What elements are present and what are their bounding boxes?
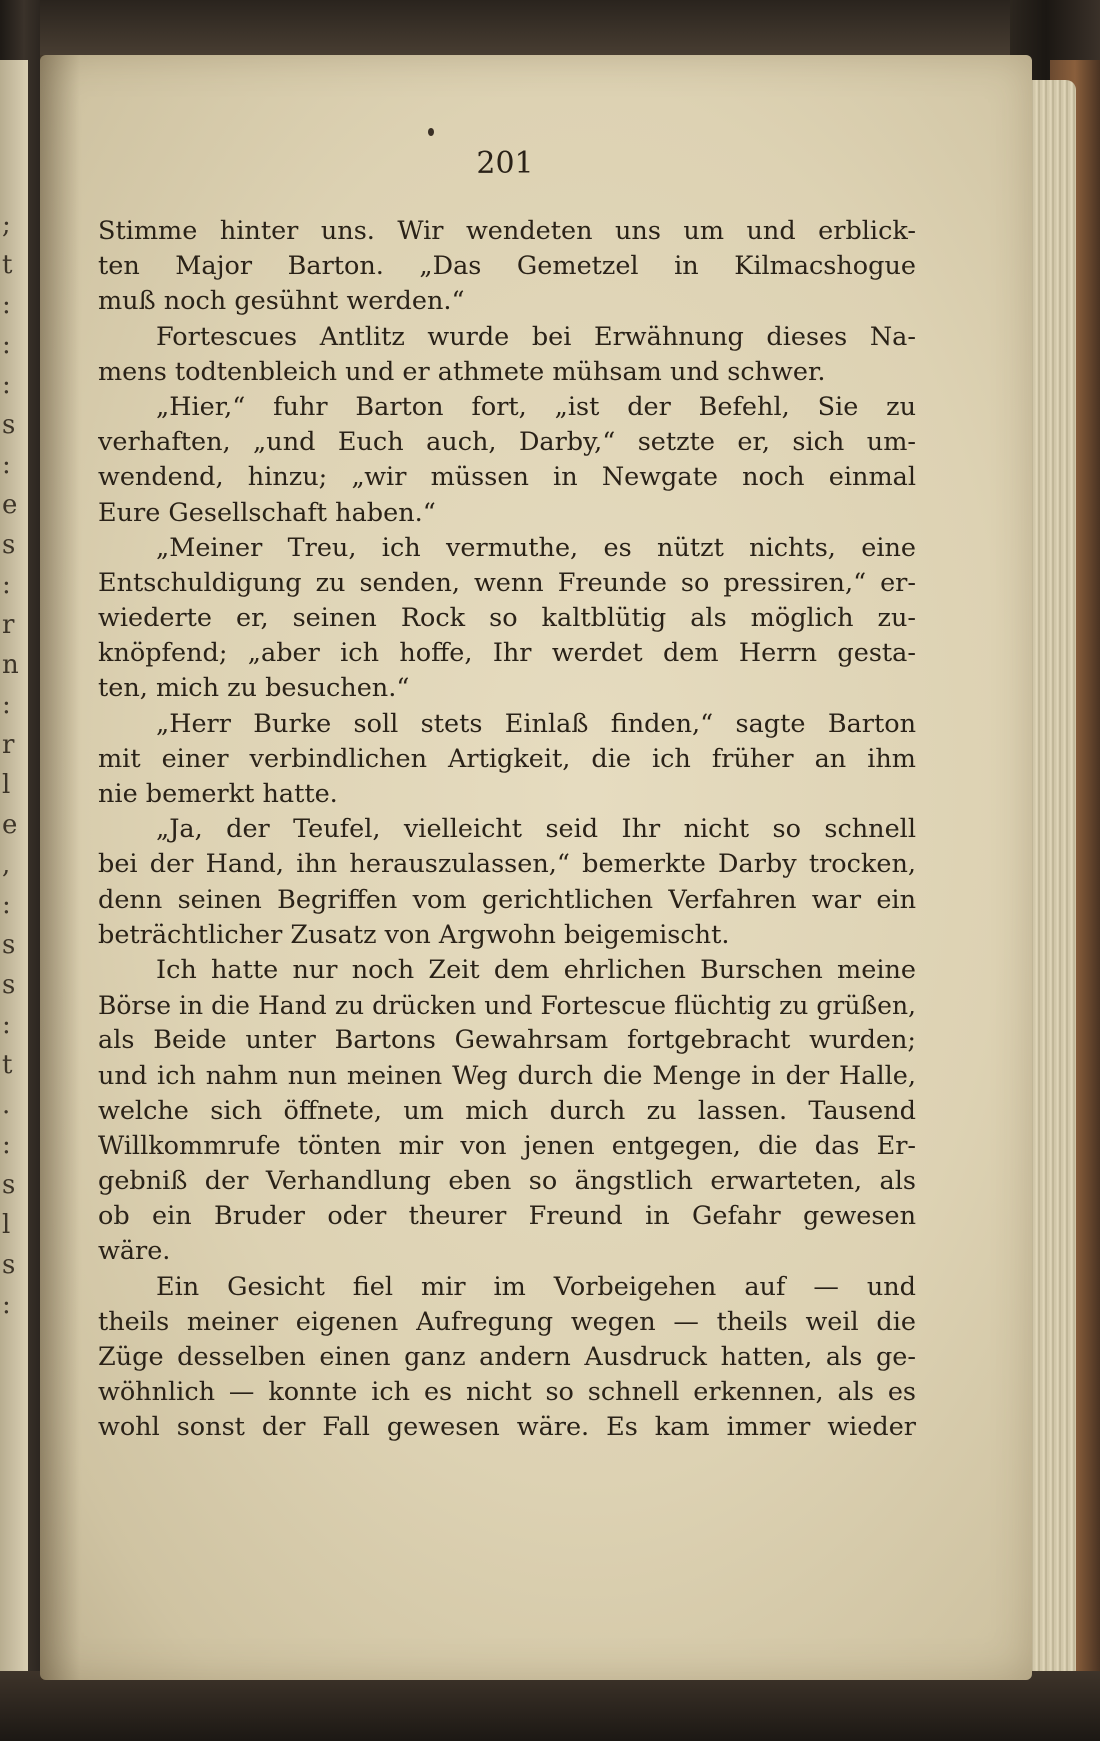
prev-page-mark: t — [2, 250, 13, 280]
text-line: Ein Gesicht fiel mir im Vorbeigehen auf — und — [156, 1271, 916, 1302]
text-line: beträchtlicher Zusatz von Argwohn beigemischt. — [98, 919, 730, 950]
text-line: Willkommrufe tönten mir von jenen entgegen, die das Er- — [98, 1130, 916, 1161]
prev-page-mark: n — [2, 650, 19, 680]
text-line: verhaften, „und Euch auch, Darby,“ setzte er, sich um- — [98, 427, 916, 458]
prev-page-mark: , — [2, 850, 11, 880]
page-number: 201 — [476, 146, 534, 181]
prev-page-mark: : — [2, 290, 11, 320]
text-line: theils meiner eigenen Aufregung wegen — theils weil die — [98, 1306, 916, 1337]
prev-page-mark: r — [2, 730, 15, 760]
gutter-shadow — [40, 55, 80, 1680]
prev-page-mark: r — [2, 610, 15, 640]
text-line: Fortescues Antlitz wurde bei Erwähnung dieses Na- — [156, 321, 916, 352]
text-line: ten, mich zu besuchen.“ — [98, 673, 410, 704]
text-line: Eure Gesellschaft haben.“ — [98, 497, 436, 528]
prev-page-mark: s — [2, 530, 16, 560]
text-line: Züge desselben einen ganz andern Ausdruck hatten, als ge- — [98, 1342, 916, 1372]
text-line: knöpfend; „aber ich hoffe, Ihr werdet dem Herrn gesta- — [98, 638, 916, 669]
text-line: „Meiner Treu, ich vermuthe, es nützt nichts, eine — [156, 532, 916, 563]
text-line: Stimme hinter uns. Wir wendeten uns um und erblick- — [98, 216, 916, 246]
text-line: und ich nahm nun meinen Weg durch die Menge in der Halle, — [98, 1060, 916, 1091]
text-line: Entschuldigung zu senden, wenn Freunde so pressiren,“ er- — [98, 567, 916, 598]
previous-page-edge — [0, 60, 28, 1680]
prev-page-mark: l — [2, 770, 11, 800]
text-line: welche sich öffnete, um mich durch zu lassen. Tausend — [98, 1095, 916, 1126]
text-line: wendend, hinzu; „wir müssen in Newgate noch einmal — [98, 462, 916, 493]
text-line: nie bemerkt hatte. — [98, 779, 338, 809]
text-line: als Beide unter Bartons Gewahrsam fortgebracht wurden; — [98, 1025, 916, 1056]
prev-page-mark: s — [2, 410, 16, 440]
prev-page-mark: s — [2, 970, 16, 1000]
text-line: „Ja, der Teufel, vielleicht seid Ihr nicht so schnell — [156, 814, 916, 845]
text-line: ten Major Barton. „Das Gemetzel in Kilmacshogue — [98, 251, 916, 282]
text-line: „Hier,“ fuhr Barton fort, „ist der Befehl, Sie zu — [156, 391, 916, 422]
prev-page-mark: e — [2, 490, 18, 520]
prev-page-mark: s — [2, 1250, 16, 1280]
text-line: denn seinen Begriffen vom gerichtlichen Verfahren war ein — [98, 884, 916, 915]
prev-page-mark: . — [2, 1090, 11, 1120]
text-line: mens todtenbleich und er athmete mühsam und schwer. — [98, 356, 826, 387]
text-line: muß noch gesühnt werden.“ — [98, 286, 465, 317]
prev-page-mark: s — [2, 930, 16, 960]
book-bottom-edge — [0, 1671, 1100, 1741]
prev-page-mark: : — [2, 1130, 11, 1160]
text-line: Börse in die Hand zu drücken und Fortescue flüchtig zu grüßen, — [98, 991, 916, 1021]
book-top-edge — [0, 0, 1100, 60]
prev-page-mark: : — [2, 1290, 11, 1320]
text-line: wöhnlich — konnte ich es nicht so schnell erkennen, als es — [98, 1377, 916, 1408]
prev-page-mark: : — [2, 330, 11, 360]
prev-page-mark: : — [2, 450, 11, 480]
prev-page-mark: s — [2, 1170, 16, 1200]
prev-page-mark: e — [2, 810, 18, 840]
text-line: Ich hatte nur noch Zeit dem ehrlichen Burschen meine — [156, 954, 916, 985]
text-line: ob ein Bruder oder theurer Freund in Gefahr gewesen — [98, 1201, 916, 1232]
prev-page-mark: l — [2, 1210, 11, 1240]
prev-page-mark: : — [2, 1010, 11, 1040]
text-line: bei der Hand, ihn herauszulassen,“ bemerkte Darby trocken, — [98, 849, 916, 880]
prev-page-mark: : — [2, 370, 11, 400]
page-text — [98, 214, 916, 1446]
ink-speck — [428, 128, 434, 136]
text-line: gebniß der Verhandlung eben so ängstlich erwarteten, als — [98, 1166, 916, 1197]
text-line: „Herr Burke soll stets Einlaß finden,“ sagte Barton — [156, 708, 916, 739]
text-line: mit einer verbindlichen Artigkeit, die ich früher an ihm — [98, 743, 916, 774]
prev-page-mark: : — [2, 890, 11, 920]
prev-page-mark: : — [2, 690, 11, 720]
text-line: wohl sonst der Fall gewesen wäre. Es kam immer wieder — [98, 1412, 916, 1443]
prev-page-mark: t — [2, 1050, 13, 1080]
prev-page-mark: : — [2, 570, 11, 600]
prev-page-mark: ; — [2, 210, 11, 240]
text-line: wiederte er, seinen Rock so kaltblütig als möglich zu- — [98, 603, 916, 634]
text-line: wäre. — [98, 1236, 171, 1267]
